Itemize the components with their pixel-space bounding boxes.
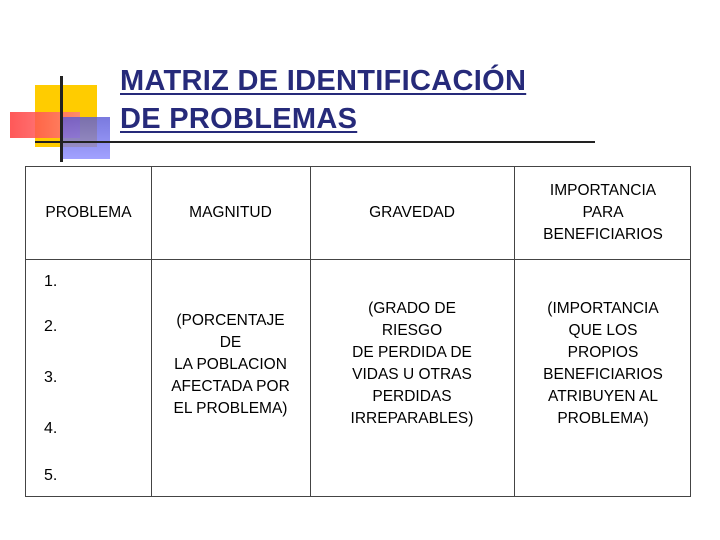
problem-number-3: 3. [44,369,58,386]
header-gravedad: GRAVEDAD [369,204,455,221]
title-underline-rule [35,141,595,143]
problem-matrix-table [25,166,691,497]
magnitud-description: (PORCENTAJE DE LA POBLACION AFECTADA POR EL PROBLEMA) [171,312,290,417]
header-problema: PROBLEMA [45,204,132,221]
slide-title [120,62,640,138]
problem-number-4: 4. [44,420,58,437]
header-importancia: IMPORTANCIA PARA BENEFICIARIOS [543,182,663,243]
problem-number-2: 2. [44,318,58,335]
gravedad-description: (GRADO DE RIESGO DE PERDIDA DE VIDAS U OTRAS PERDIDAS IRREPARABLES) [350,300,474,427]
importancia-description: (IMPORTANCIA QUE LOS PROPIOS BENEFICIARIOS ATRIBUYEN AL PROBLEMA) [543,300,663,427]
slide-logo [0,0,130,170]
problem-number-1: 1. [44,273,58,290]
slide-title-line-1: MATRIZ DE IDENTIFICACIÓN [120,65,527,97]
logo-blue-square [62,117,110,159]
slide-title-line-2: DE PROBLEMAS [120,103,358,135]
header-magnitud: MAGNITUD [189,204,272,221]
logo-vertical-line [60,76,63,162]
problem-number-5: 5. [44,467,58,484]
